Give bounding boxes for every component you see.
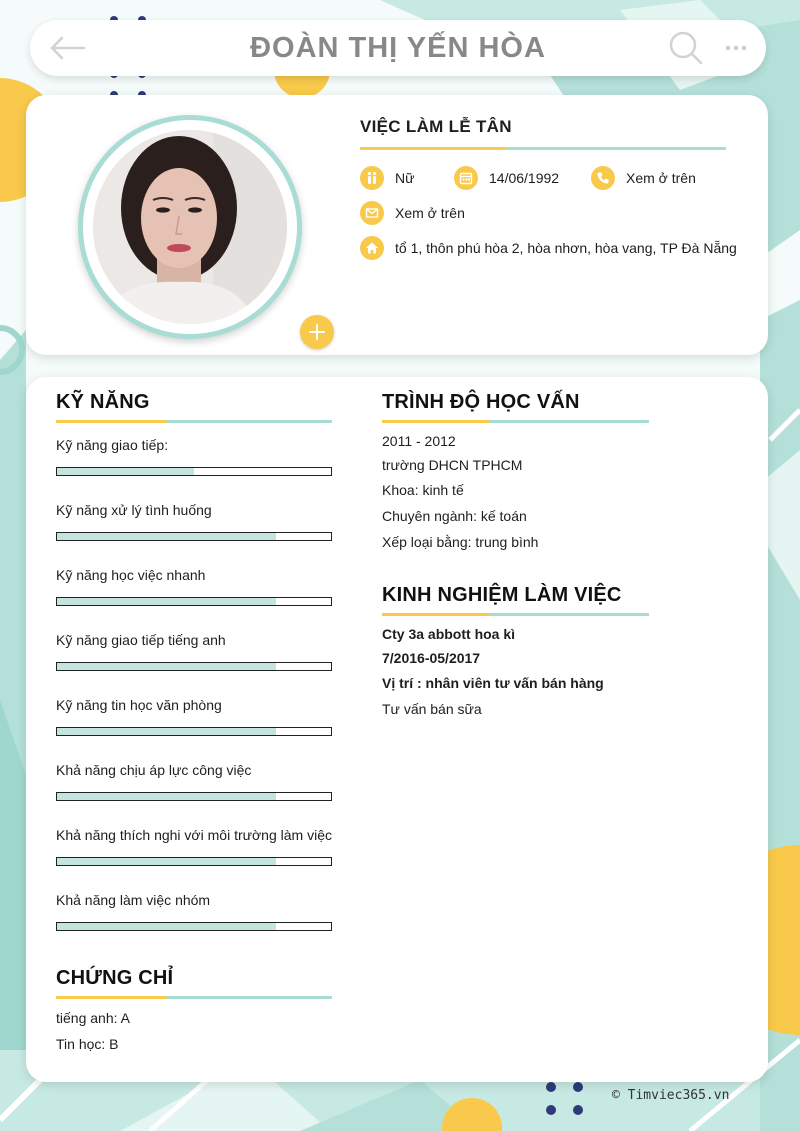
- skill-label: Kỹ năng giao tiếp:: [56, 437, 169, 453]
- skill-label: Khả năng thích nghi với môi trường làm việc: [56, 827, 332, 843]
- resume-body-card: [26, 377, 768, 1082]
- skill-level-fill: [57, 533, 276, 540]
- candidate-name: ĐOÀN THỊ YẾN HÒA: [250, 32, 546, 64]
- experience-company: Cty 3a abbott hoa kì: [382, 626, 516, 642]
- phone-icon: [591, 166, 615, 190]
- skill-level-bar: [56, 662, 332, 671]
- phone-item: [591, 165, 696, 191]
- experience-underline: [382, 613, 649, 616]
- experience-description: Tư vấn bán sữa: [382, 701, 482, 717]
- education-grade: Xếp loại bằng: trung bình: [382, 534, 539, 550]
- education-period: 2011 - 2012: [382, 433, 456, 449]
- skills-underline: [56, 420, 332, 423]
- experience-title: KINH NGHIỆM LÀM VIỆC: [382, 584, 622, 606]
- address-text: tổ 1, thôn phú hòa 2, hòa nhơn, hòa vang, TP Đà Nẵng: [395, 240, 737, 256]
- add-photo-button[interactable]: [300, 315, 334, 349]
- skill-level-bar: [56, 922, 332, 931]
- skill-level-bar: [56, 727, 332, 736]
- skills-title: KỸ NĂNG: [56, 391, 150, 413]
- skill-level-bar: [56, 597, 332, 606]
- skill-label: Kỹ năng xử lý tình huống: [56, 502, 212, 518]
- certificate-item: tiếng anh: A: [56, 1010, 130, 1026]
- skill-level-fill: [57, 793, 276, 800]
- more-button[interactable]: [724, 38, 748, 58]
- skill-level-bar: [56, 857, 332, 866]
- skill-level-fill: [57, 598, 276, 605]
- skill-level-fill: [57, 663, 276, 670]
- skill-label: Khả năng làm việc nhóm: [56, 892, 211, 908]
- address-item: [360, 235, 737, 261]
- skill-level-fill: [57, 728, 276, 735]
- ellipsis-icon: [724, 38, 748, 58]
- mail-icon: [360, 201, 384, 225]
- copyright-text: © Timviec365.vn: [612, 1088, 730, 1103]
- education-underline: [382, 420, 649, 423]
- skill-label: Kỹ năng tin học văn phòng: [56, 697, 222, 713]
- email-item: [360, 200, 465, 226]
- top-bar: [30, 20, 766, 76]
- skill-level-fill: [57, 468, 194, 475]
- skill-level-fill: [57, 923, 276, 930]
- education-school: trường DHCN TPHCM: [382, 457, 523, 473]
- gender-text: Nữ: [395, 170, 415, 186]
- certificates-title: CHỨNG CHỈ: [56, 967, 174, 989]
- birthday-item: [454, 165, 559, 191]
- search-icon: [668, 30, 704, 66]
- skill-label: Khả năng chịu áp lực công việc: [56, 762, 252, 778]
- calendar-icon: [454, 166, 478, 190]
- skill-label: Kỹ năng học việc nhanh: [56, 567, 206, 583]
- skill-level-bar: [56, 532, 332, 541]
- email-text: Xem ở trên: [395, 205, 465, 221]
- experience-position: Vị trí : nhân viên tư vấn bán hàng: [382, 675, 604, 691]
- job-title-underline: [360, 147, 726, 150]
- experience-period: 7/2016-05/2017: [382, 650, 481, 666]
- education-major: Chuyên ngành: kế toán: [382, 508, 527, 524]
- avatar-frame: [78, 115, 302, 339]
- certificate-item: Tin học: B: [56, 1036, 119, 1052]
- birthday-text: 14/06/1992: [489, 170, 560, 186]
- profile-card: [26, 95, 768, 355]
- skill-label: Kỹ năng giao tiếp tiếng anh: [56, 632, 226, 648]
- skill-level-bar: [56, 792, 332, 801]
- avatar[interactable]: [93, 130, 287, 324]
- gender-icon: [360, 166, 384, 190]
- education-title: TRÌNH ĐỘ HỌC VẤN: [382, 391, 580, 413]
- gender-item: [360, 165, 414, 191]
- education-faculty: Khoa: kinh tế: [382, 482, 464, 498]
- certificates-underline: [56, 996, 332, 999]
- search-button[interactable]: [668, 30, 704, 66]
- phone-text: Xem ở trên: [626, 170, 696, 186]
- job-title: VIỆC LÀM LỄ TÂN: [360, 117, 512, 136]
- skill-level-bar: [56, 467, 332, 476]
- skill-level-fill: [57, 858, 276, 865]
- home-icon: [360, 236, 384, 260]
